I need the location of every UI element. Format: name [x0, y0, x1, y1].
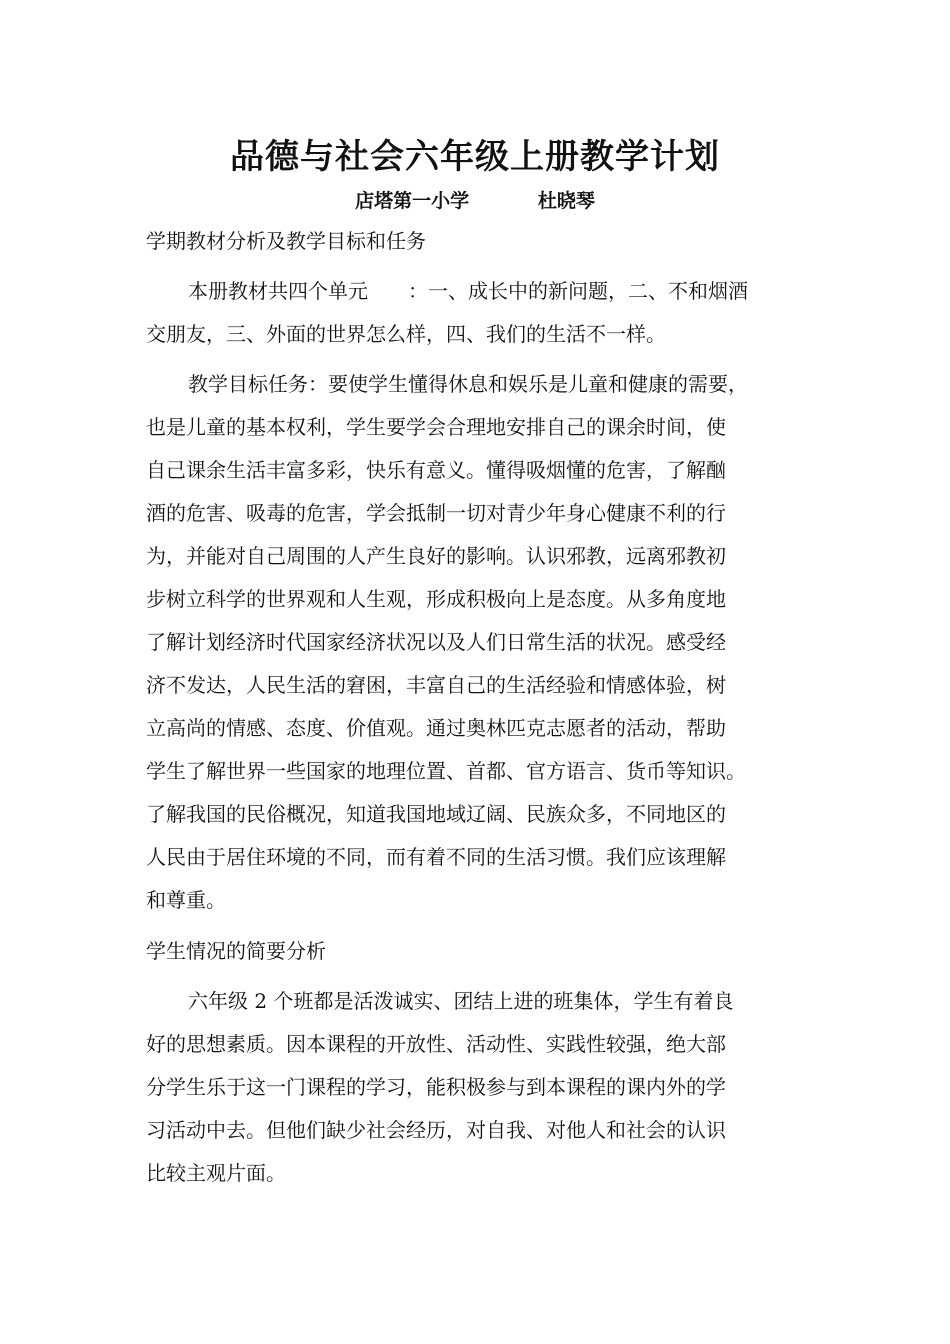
paragraph-line: 六年级 2 个班都是活泼诚实、团结上进的班集体，学生有着良 [188, 989, 734, 1013]
paragraph-line: 了解我国的民俗概况，知道我国地域辽阔、民族众多，不同地区的 [146, 802, 726, 826]
paragraph-line: 济不发达，人民生活的窘困，丰富自己的生活经验和情感体验，树 [146, 673, 726, 697]
paragraph-line: 酒的危害、吸毒的危害，学会抵制一切对青少年身心健康不利的行 [146, 501, 726, 525]
paragraph-line: 分学生乐于这一门课程的学习，能积极参与到本课程的课内外的学 [146, 1075, 726, 1099]
paragraph-line: 交朋友，三、外面的世界怎么样，四、我们的生活不一样。 [146, 322, 666, 346]
paragraph-line: 自己课余生活丰富多彩，快乐有意义。懂得吸烟懂的危害，了解酗 [146, 458, 726, 482]
paragraph-line: 好的思想素质。因本课程的开放性、活动性、实践性较强，绝大部 [146, 1032, 726, 1056]
author-name: 杜晓琴 [537, 190, 595, 212]
paragraph-line: 比较主观片面。 [146, 1161, 286, 1185]
byline [0, 186, 950, 216]
paragraph-line: 本册教材共四个单元 ：一、成长中的新问题，二、不和烟酒 [188, 279, 748, 303]
paragraph-line: 为，并能对自己周围的人产生良好的影响。认识邪教，远离邪教初 [146, 544, 726, 568]
document-title: 品德与社会六年级上册教学计划 [230, 137, 720, 177]
paragraph-line: 人民由于居住环境的不同，而有着不同的生活习惯。我们应该理解 [146, 845, 726, 869]
paragraph-goals [146, 363, 822, 922]
paragraph-line: 和尊重。 [146, 888, 226, 912]
paragraph-line: 了解计划经济时代国家经济状况以及人们日常生活的状况。感受经 [146, 630, 726, 654]
paragraph-line: 步树立科学的世界观和人生观，形成积极向上是态度。从多角度地 [146, 587, 726, 611]
section-heading-materials: 学期教材分析及教学目标和任务 [146, 229, 426, 253]
paragraph-line: 也是儿童的基本权利，学生要学会合理地安排自己的课余时间，使 [146, 415, 726, 439]
paragraph-line: 习活动中去。但他们缺少社会经历，对自我、对他人和社会的认识 [146, 1118, 726, 1142]
paragraph-line: 立高尚的情感、态度、价值观。通过奥林匹克志愿者的活动，帮助 [146, 716, 726, 740]
paragraph-line: 学生了解世界一些国家的地理位置、首都、官方语言、货币等知识。 [146, 759, 746, 783]
paragraph-units [146, 270, 822, 356]
paragraph-line: 教学目标任务：要使学生懂得休息和娱乐是儿童和健康的需要， [188, 372, 748, 396]
section-heading-students: 学生情况的简要分析 [146, 939, 326, 963]
paragraph-students [146, 980, 822, 1195]
school-name: 店塔第一小学 [355, 190, 470, 212]
